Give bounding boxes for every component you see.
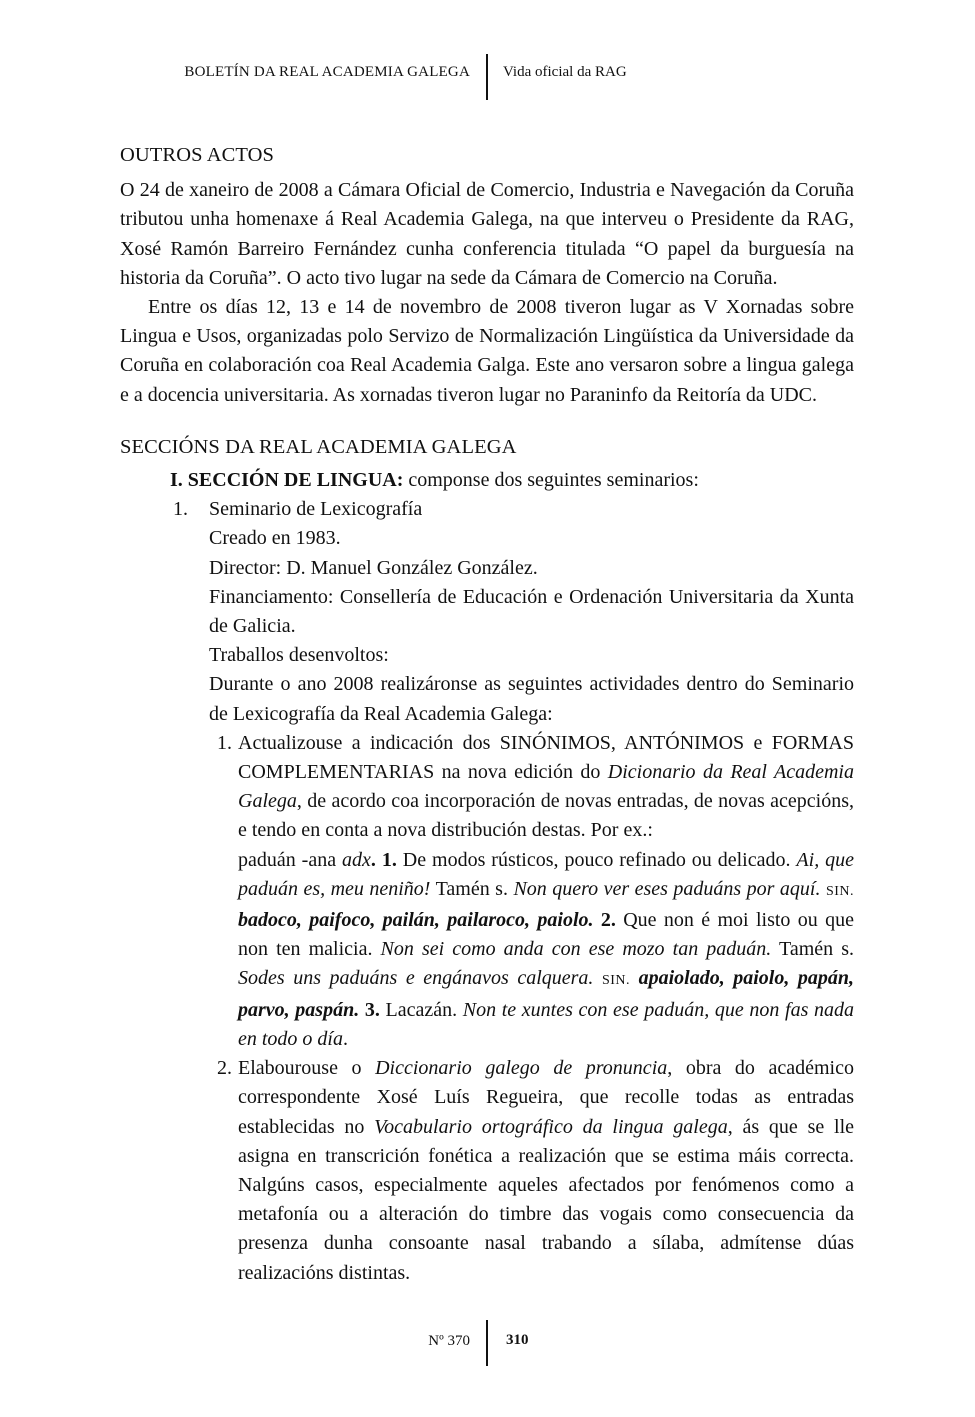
entry-pos: adx — [342, 848, 371, 871]
punctuation: . — [343, 1027, 348, 1050]
sense-example: Sodes uns paduáns e engánavos calquera. — [238, 967, 594, 990]
dictionary-title: Dicionario da Real Academia Galega — [238, 761, 854, 813]
running-header — [0, 54, 975, 100]
footer-divider — [486, 1320, 488, 1366]
section-i-label: I. SECCIÓN DE LINGUA: — [170, 469, 404, 492]
sense-example: Non quero ver eses paduáns por aquí. — [513, 877, 821, 900]
activity-text: Elabourouse o — [238, 1057, 376, 1080]
activity-item — [120, 1054, 854, 1288]
sense-note: Tamén s. — [771, 938, 854, 961]
sense-number: 2. — [593, 909, 624, 932]
activity-item — [120, 729, 854, 846]
sense-definition: De modos rústicos, pouco refinado ou delicado. — [402, 848, 797, 871]
activity-number: 2. — [217, 1057, 232, 1080]
sense-example: Ai, que paduán es, meu neniño! — [238, 848, 855, 900]
synonyms: badoco, paifoco, pailán, pailaroco, paiolo. — [238, 909, 594, 932]
sense-note: Tamén s. — [430, 877, 514, 900]
book-title: Diccionario galego de pronuncia — [375, 1057, 668, 1080]
seminar-created: Creado en 1983. — [209, 527, 341, 550]
synonym-label: SIN. — [601, 973, 631, 989]
heading-seccions: SECCIÓNS DA REAL ACADEMIA GALEGA — [120, 435, 517, 458]
entry-headword: paduán -ana — [238, 848, 343, 871]
section-i-text: componse dos seguintes seminarios: — [403, 469, 699, 492]
section-i-heading — [120, 466, 854, 495]
seminar-director: Director: D. Manuel González González. — [209, 556, 538, 579]
book-title: Vocabulario ortográfico da lingua galega — [374, 1115, 728, 1138]
seminar-works-label: Traballos desenvoltos: — [209, 644, 389, 667]
activity-text: Actualizouse a indicación dos SINÓNIMOS, ANTÓNIMOS e FORMAS COMPLEMENTARIAS na nova edición do — [238, 731, 854, 784]
seminar-number: 1. — [173, 498, 188, 521]
issue-number: Nº 370 — [428, 1333, 470, 1349]
page-number: 310 — [506, 1332, 529, 1348]
section-title-header: Vida oficial da RAG — [503, 64, 627, 80]
activity-text: , obra do académico correspondente Xosé Luís Regueira, que recolle todas as entradas establecidas no — [238, 1057, 854, 1138]
paragraph-homenaxe: O 24 de xaneiro de 2008 a Cámara Oficial de Comercio, Industria e Navegación da Coruña tributou unha homenaxe á Real Academia Galega, na que interveu o Presidente da RAG, Xosé Ramón Barreiro Fernández cunha conferencia titulada “O papel da burguesía na historia da Coruña”. O acto tivo lugar na sede da Cámara de Comercio na Coruña. — [120, 179, 854, 289]
activity-number: 1. — [217, 731, 232, 754]
synonym-label: SIN. — [825, 883, 854, 899]
activity-text: , de acordo coa incorporación de novas entradas, de novas acepcións, e tendo en conta a nova distribución destas. Por ex.: — [238, 790, 854, 842]
seminar-item — [120, 495, 854, 524]
seminar-name: Seminario de Lexicografía — [209, 498, 423, 521]
heading-outros-actos: OUTROS ACTOS — [120, 144, 275, 166]
sense-example: Non te xuntes con ese paduán, que non fas nada en todo o día — [238, 998, 855, 1050]
sense-definition: Que non é moi listo ou que non ten malicia. — [238, 909, 855, 961]
page-body — [120, 141, 854, 1288]
page-footer — [0, 1320, 975, 1366]
sense-example: Non sei como anda con ese mozo tan paduán. — [380, 938, 772, 961]
journal-title: BOLETÍN DA REAL ACADEMIA GALEGA — [184, 64, 470, 80]
paragraph-xornadas: Entre os días 12, 13 e 14 de novembro de 2008 tiveron lugar as V Xornadas sobre Lingua e Usos, organizadas polo Servizo de Normalización Lingüística da Universidade da Coruña en colaboración coa Real Academia Galga. Este ano versaron sobre a lingua galega e a docencia universitaria. As xornadas tiveron lugar no Paraninfo da Reitoría da UDC. — [120, 296, 854, 406]
sense-definition: Lacazán. — [385, 998, 463, 1021]
sense-number: . 1. — [370, 848, 403, 871]
activity-text: , ás que se lle asigna en transcrición fonética a realización que se estima máis correcta. Nalgúns casos, especialmente aqueles afectados por fenómenos como a metafonía ou a alteración do timbre das vogais como consecuencia da presenza dunha consoante nasal trabando a sílaba, admítense dúas realizacións distintas. — [238, 1115, 855, 1284]
sense-number: 3. — [359, 998, 386, 1021]
dictionary-entry-example — [120, 846, 854, 1054]
header-divider — [486, 54, 488, 100]
synonyms: apaiolado, paiolo, papán, parvo, paspán. — [238, 967, 855, 1021]
seminar-funding: Financiamento: Consellería de Educación e Ordenación Universitaria da Xunta de Galicia. — [209, 585, 854, 638]
seminar-intro: Durante o ano 2008 realizáronse as seguintes actividades dentro do Seminario de Lexicografía da Real Academia Galega: — [209, 673, 854, 725]
